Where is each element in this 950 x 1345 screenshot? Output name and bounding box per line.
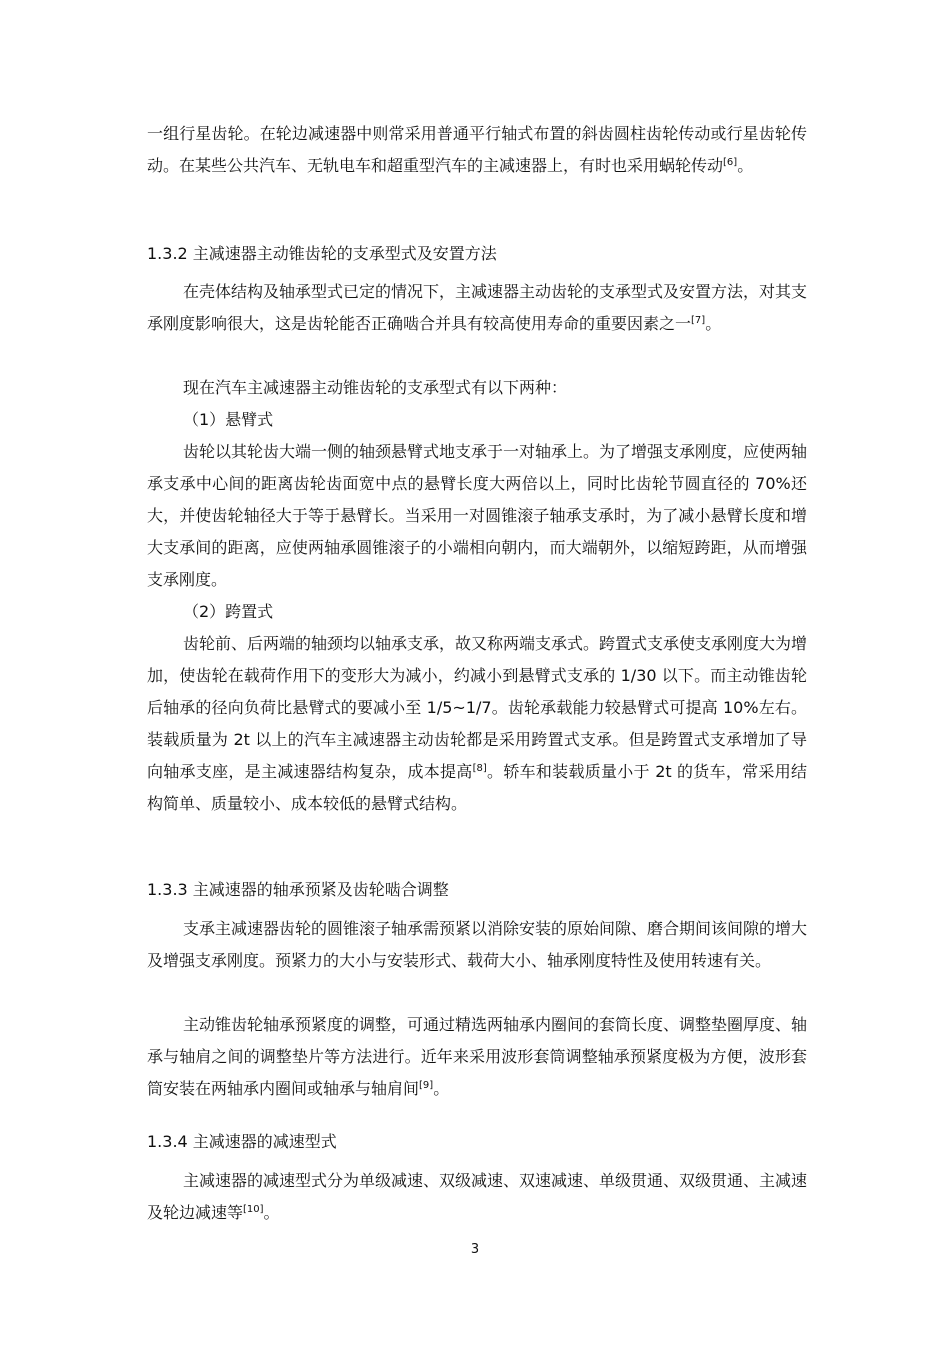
citation-6: [6] bbox=[723, 157, 738, 168]
section-heading-1-3-3: 1.3.3 主减速器的轴承预紧及齿轮啮合调整 bbox=[147, 880, 449, 899]
list-item-cantilever: （1）悬臂式 bbox=[183, 410, 274, 429]
citation-7: [7] bbox=[691, 315, 706, 326]
citation-8: [8] bbox=[472, 763, 487, 774]
section-1-3-2-paragraph-1: 在壳体结构及轴承型式已定的情况下，主减速器主动齿轮的支承型式及安置方法，对其支承刚度影响很大，这是齿轮能否正确啮合并具有较高使用寿命的重要因素之一[7]。 bbox=[147, 282, 808, 333]
section-1-3-2-paragraph-3: 齿轮以其轮齿大端一侧的轴颈悬臂式地支承于一对轴承上。为了增强支承刚度，应使两轴承支承中心间的距离齿轮齿面宽中点的悬臂长度大两倍以上，同时比齿轮节圆直径的 70%还大，并使齿轮轴径大于等于悬臂长。当采用一对圆锥滚子轴承支承时，为了减小悬臂长度和增大支承间的距离，应使两轴承圆锥滚子的小端相向朝内，而大端朝外，以缩短跨距，从而增强支承刚度。 bbox=[147, 442, 808, 589]
continuation-paragraph: 一组行星齿轮。在轮边减速器中则常采用普通平行轴式布置的斜齿圆柱齿轮传动或行星齿轮传动。在某些公共汽车、无轨电车和超重型汽车的主减速器上，有时也采用蜗轮传动[6]。 bbox=[147, 124, 807, 175]
section-heading-1-3-2: 1.3.2 主减速器主动锥齿轮的支承型式及安置方法 bbox=[147, 244, 497, 263]
section-1-3-3-paragraph-1: 支承主减速器齿轮的圆锥滚子轴承需预紧以消除安装的原始间隙、磨合期间该间隙的增大及增强支承刚度。预紧力的大小与安装形式、载荷大小、轴承刚度特性及使用转速有关。 bbox=[147, 919, 808, 970]
page-number: 3 bbox=[470, 1242, 480, 1257]
section-1-3-2-paragraph-4: 齿轮前、后两端的轴颈均以轴承支承，故又称两端支承式。跨置式支承使支承刚度大为增加，使齿轮在载荷作用下的变形大为减小，约减小到悬臂式支承的 1/30 以下。而主动锥齿轮后轴承的径向负荷比悬臂式的要减小至 1/5~1/7。齿轮承载能力较悬臂式可提高 10%左右。装载质量为 2t 以上的汽车主减速器主动齿轮都是采用跨置式支承。但是跨置式支承增加了导向轴承支座，是主减速器结构复杂，成本提高[8]。轿车和装载质量小于 2t 的货车，常采用结构简单、质量较小、成本较低的悬臂式结构。 bbox=[147, 634, 808, 813]
section-heading-1-3-4: 1.3.4 主减速器的减速型式 bbox=[147, 1132, 337, 1151]
section-1-3-4-paragraph-1: 主减速器的减速型式分为单级减速、双级减速、双速减速、单级贯通、双级贯通、主减速及轮边减速等[10]。 bbox=[147, 1171, 808, 1222]
list-item-straddle: （2）跨置式 bbox=[183, 602, 274, 621]
citation-10: [10] bbox=[243, 1204, 264, 1215]
section-1-3-2-paragraph-2: 现在汽车主减速器主动锥齿轮的支承型式有以下两种： bbox=[183, 378, 568, 397]
section-1-3-3-paragraph-2: 主动锥齿轮轴承预紧度的调整，可通过精选两轴承内圈间的套筒长度、调整垫圈厚度、轴承与轴肩之间的调整垫片等方法进行。近年来采用波形套筒调整轴承预紧度极为方便，波形套筒安装在两轴承内圈间或轴承与轴肩间[9]。 bbox=[147, 1015, 808, 1098]
citation-9: [9] bbox=[419, 1080, 434, 1091]
